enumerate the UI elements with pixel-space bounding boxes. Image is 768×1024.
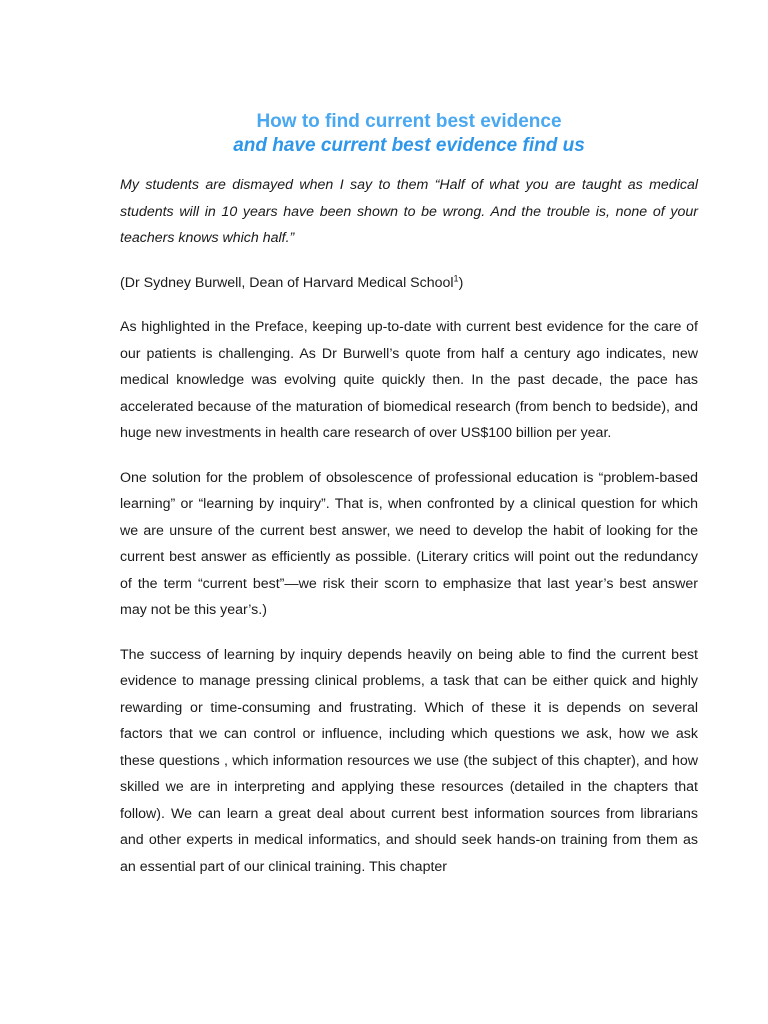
document-title: How to find current best evidence <box>256 111 562 132</box>
document-page <box>120 110 698 898</box>
opening-quote: My students are dismayed when I say to them “Half of what you are taught as medical students will in 10 years have been shown to be wrong. And the trouble is, none of your teachers knows which half.” <box>120 177 698 246</box>
quote-attribution <box>120 270 698 297</box>
body-paragraph: As highlighted in the Preface, keeping up-to-date with current best evidence for the care of our patients is challenging. As Dr Burwell’s quote from half a century ago indicates, new medical knowledge was evolving quite quickly then. In the past decade, the pace has accelerated because of the maturation of biomedical research (from bench to bedside), and huge new investments in health care research of over US$100 billion per year. <box>120 319 698 441</box>
attribution-close: ) <box>458 274 464 291</box>
footnote-reference[interactable]: 1 <box>453 272 459 283</box>
document-subtitle: and have current best evidence find us <box>233 135 585 156</box>
body-paragraph: The success of learning by inquiry depends heavily on being able to find the current best evidence to manage pressing clinical problems, a task that can be either quick and highly rewarding or time-consuming and frustrating. Which of these it is depends on several factors that we can control or influence, including which questions we ask, how we ask these questions , which information resources we use (the subject of this chapter), and how skilled we are in interpreting and applying these resources (detailed in the chapters that follow). We can learn a great deal about current best information sources from librarians and other experts in medical informatics, and should seek hands-on training from them as an essential part of our clinical training. This chapter <box>120 646 698 875</box>
attribution-text: (Dr Sydney Burwell, Dean of Harvard Medical School <box>120 274 454 291</box>
body-paragraph: One solution for the problem of obsolescence of professional education is “problem-based learning” or “learning by inquiry”. That is, when confronted by a clinical question for which we are unsure of the current best answer, we need to develop the habit of looking for the current best answer as efficiently as possible. (Literary critics will point out the redundancy of the term “current best”—we risk their scorn to emphasize that last year’s best answer may not be this year’s.) <box>120 469 698 618</box>
